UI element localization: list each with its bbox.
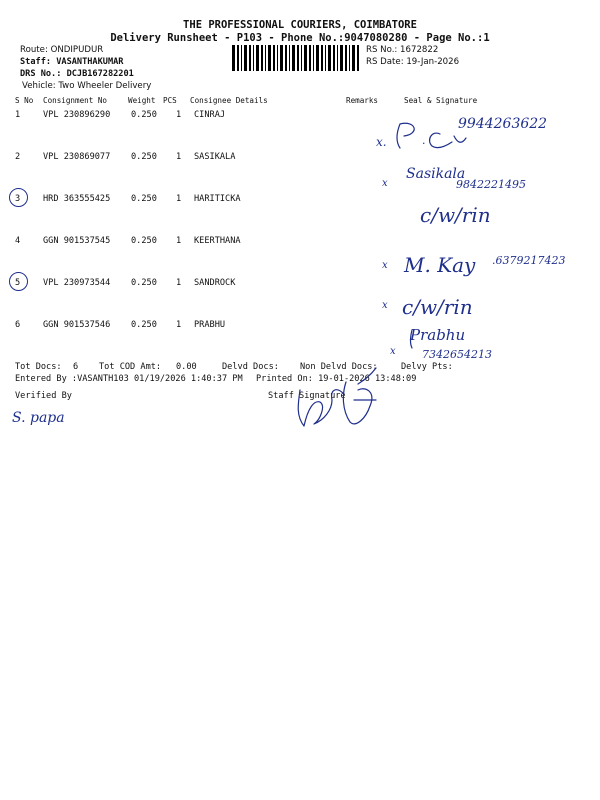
- col-pcs: PCS: [163, 96, 177, 105]
- row-consignee: HARITICKA: [194, 194, 241, 204]
- handwritten-note-3: c/w/rin: [420, 203, 491, 227]
- handwritten-phone-1: 9944263622: [458, 116, 548, 132]
- runsheet-title: Delivery Runsheet - P103 - Phone No.:9047080280 - Page No.:1: [110, 32, 490, 44]
- printed-on: Printed On: 19-01-2026 13:48:09: [256, 374, 417, 384]
- row-consignment: GGN 901537545: [43, 236, 111, 246]
- row-pcs: 1: [176, 152, 182, 162]
- row-pcs: 1: [176, 110, 182, 120]
- seal-signature-area: [360, 108, 590, 378]
- row-sno: 4: [15, 236, 21, 246]
- row-consignee: SASIKALA: [194, 152, 236, 162]
- rs-date: RS Date: 19-Jan-2026: [366, 57, 460, 67]
- handwritten-signature-1: [430, 133, 466, 148]
- svg-text:x: x: [382, 178, 388, 189]
- handwritten-initial-p: [397, 123, 414, 148]
- row-consignment: GGN 901537546: [43, 320, 111, 330]
- route-label: Route: ONDIPUDUR: [20, 45, 104, 55]
- handwritten-name-2: Sasikala: [406, 166, 466, 182]
- staff-label: Staff: VASANTHAKUMAR: [20, 57, 124, 67]
- row-consignment: VPL 230973544: [43, 278, 111, 288]
- delvd-docs-label: Delvd Docs:: [222, 362, 279, 372]
- handwritten-phone-2: 9842221495: [456, 178, 526, 191]
- row-weight: 0.250: [131, 152, 157, 162]
- staff-signature-label: Staff Signature: [268, 391, 346, 401]
- row-consignment: VPL 230869077: [43, 152, 111, 162]
- tot-docs-label: Tot Docs:: [15, 362, 62, 372]
- svg-text:x: x: [382, 260, 388, 271]
- col-weight: Weight: [128, 96, 156, 105]
- col-sno: S No: [15, 96, 34, 105]
- row-consignee: CINRAJ: [194, 110, 226, 120]
- row-sno: 5: [15, 278, 21, 288]
- row-pcs: 1: [176, 278, 182, 288]
- barcode: [232, 45, 360, 71]
- row-pcs: 1: [176, 194, 182, 204]
- col-remarks: Remarks: [346, 96, 379, 105]
- row-consignment: VPL 230896290: [43, 110, 111, 120]
- handwritten-note-5: c/w/rin: [402, 295, 473, 319]
- row-pcs: 1: [176, 236, 182, 246]
- col-consignment: Consignment No: [43, 96, 108, 105]
- col-consignee: Consignee Details: [190, 96, 268, 105]
- vehicle-label: Vehicle: Two Wheeler Delivery: [22, 81, 152, 91]
- handwritten-verifier: S. papa: [12, 410, 65, 426]
- row-weight: 0.250: [131, 278, 157, 288]
- tot-cod-value: 0.00: [176, 362, 197, 372]
- row-sno: 6: [15, 320, 21, 330]
- verifier-handwriting: [10, 402, 100, 432]
- row-sno: 3: [15, 194, 21, 204]
- hand-circle-row5: [9, 272, 28, 291]
- rs-number: RS No.: 1672822: [366, 45, 439, 55]
- row-pcs: 1: [176, 320, 182, 330]
- row-sno: 1: [15, 110, 21, 120]
- delvy-pts-label: Delvy Pts:: [401, 362, 453, 372]
- row-consignment: HRD 363555425: [43, 194, 111, 204]
- handwritten-name-6: Prabhu: [410, 326, 466, 344]
- row-weight: 0.250: [131, 194, 157, 204]
- svg-text:x: x: [390, 346, 396, 357]
- tick-mark-icon: x.: [376, 135, 387, 149]
- handwritten-phone-6: 7342654213: [422, 348, 492, 361]
- drs-label: DRS No.: DCJB167282201: [20, 69, 134, 79]
- staff-signature-scribble: [280, 360, 390, 440]
- tot-cod-label: Tot COD Amt:: [99, 362, 162, 372]
- row-consignee: SANDROCK: [194, 278, 236, 288]
- svg-text:.: .: [422, 134, 426, 147]
- entered-by: Entered By :VASANTH103 01/19/2026 1:40:37 PM: [15, 374, 243, 384]
- row-consignee: PRABHU: [194, 320, 226, 330]
- tot-docs-value: 6: [73, 362, 79, 372]
- col-seal: Seal & Signature: [404, 96, 478, 105]
- handwritten-phone-4: .6379217423: [492, 254, 566, 267]
- company-title: THE PROFESSIONAL COURIERS, COIMBATORE: [183, 19, 417, 31]
- verified-by-label: Verified By: [15, 391, 72, 401]
- row-sno: 2: [15, 152, 21, 162]
- row-weight: 0.250: [131, 320, 157, 330]
- svg-text:x: x: [382, 300, 388, 311]
- non-delvd-docs-label: Non Delvd Docs:: [300, 362, 378, 372]
- hand-circle-row3: [9, 188, 28, 207]
- row-weight: 0.250: [131, 236, 157, 246]
- row-weight: 0.250: [131, 110, 157, 120]
- row-consignee: KEERTHANA: [194, 236, 241, 246]
- handwritten-name-4: M. Kay: [404, 253, 476, 277]
